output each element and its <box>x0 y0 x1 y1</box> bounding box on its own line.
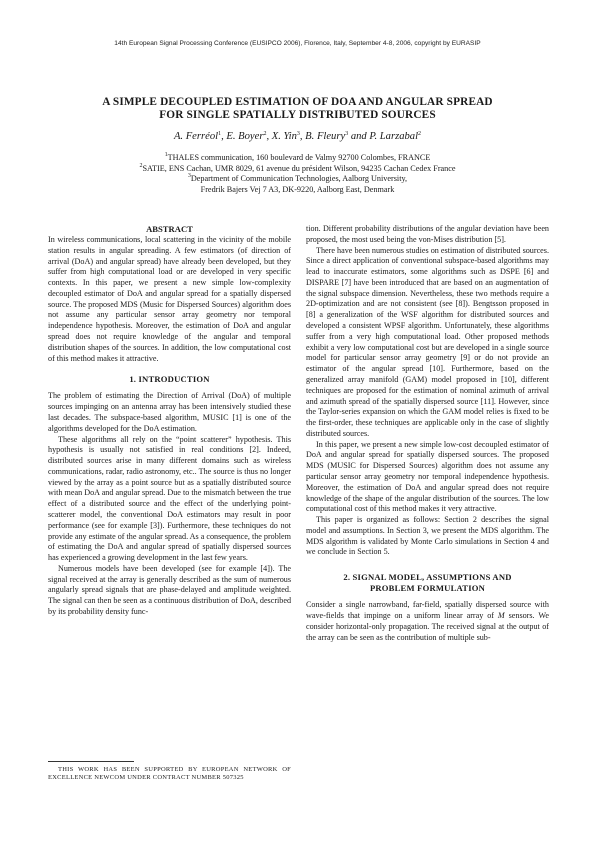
title-line-2: FOR SINGLE SPATIALLY DISTRIBUTED SOURCES <box>159 109 436 121</box>
affiliation-1-text: THALES communication, 160 boulevard de Valmy 92700 Colombes, FRANCE <box>167 153 431 162</box>
author-3-affil: 3 <box>296 131 300 137</box>
section-2-heading <box>306 572 549 594</box>
author-3: X. Yin <box>271 131 297 142</box>
author-4: B. Fleury <box>305 131 346 142</box>
affiliation-3 <box>40 174 555 185</box>
right-column <box>306 224 549 643</box>
intro-paragraph-6: This paper is organized as follows: Section 2 describes the signal model and assumptions. In Section 3, we present the MDS algorithm. The MDS algorithm is validated by Monte Carlo simulations in Section 4 and we conclude in Section 5. <box>306 515 549 557</box>
author-separator: , <box>266 131 272 142</box>
intro-paragraph-4: There have been numerous studies on estimation of distributed sources. Since a direct application of conventional subspace-based algorithms may lead to inaccurate estimators, some algorithms such as DSPE [6] and DISPARE [7] have been introduced that are based on an augmentation of the signal subspace dimension. Nevertheless, these two methods require a 2D-optimization and are not consistent (see [8]). Bengtsson proposed in [8] a generalization of the WSF algorithm for distributed sources and developed a consistent WPSF algorithm. Unfortunately, these algorithms suffer from a very high computational load. Other proposed methods exhibit a very low computational cost but are developed in a single source model for particular sensor array geometry [9] or do not provide an estimator of the angular spread [10]. Furthermore, based on the generalized array manifold (GAM) model proposed in [10], different techniques are proposed for the estimation of nominal azimuth of arrival and azimuth spread of the spatially dispersed source [11]. However, since the Taylor-series expansion on which the GAM model relies is fixed to be the first-order, these techniques are applicable only in the case of slightly distributed sources. <box>306 245 549 438</box>
intro-paragraph-1: The problem of estimating the Direction of Arrival (DoA) of multiple sources impinging on an antenna array has been intensively studied these last decades. The subspace-based algorithm, MUSIC [1] is one of the algorithms developed for the DoA estimation. <box>48 391 291 433</box>
paper-title <box>40 96 555 122</box>
author-4-affil: 3 <box>345 131 349 137</box>
affiliations <box>40 153 555 195</box>
author-conjunction: and <box>348 131 370 142</box>
author-1-affil: 1 <box>218 131 222 137</box>
author-5-affil: 2 <box>418 131 422 137</box>
section-2-paragraph-1 <box>306 600 549 643</box>
affiliation-2-mark: 2 <box>139 162 143 169</box>
section-2-text-a: Consider a single narrowband, far-field, spatially dispersed source with wave-fields that impinge on a uniform linear array of <box>306 600 549 620</box>
left-column <box>48 224 291 618</box>
running-head: 14th European Signal Processing Conference (EUSIPCO 2006), Florence, Italy, September 4-8, 2006, copyright by EURASIP <box>114 40 481 47</box>
abstract-heading: ABSTRACT <box>146 224 193 234</box>
affiliation-2-text: SATIE, ENS Cachan, UMR 8029, 61 avenue du président Wilson, 94235 Cachan Cedex France <box>142 163 456 173</box>
section-2-heading-line-1: 2. SIGNAL MODEL, ASSUMPTIONS AND <box>343 572 512 583</box>
section-2-heading-line-2: PROBLEM FORMULATION <box>369 583 486 594</box>
author-2-affil: 2 <box>263 131 267 137</box>
introduction-heading: 1. INTRODUCTION <box>129 374 210 385</box>
affiliation-1-mark: 1 <box>164 152 168 158</box>
title-line-1: A SIMPLE DECOUPLED ESTIMATION OF DOA AND ANGULAR SPREAD <box>102 96 493 108</box>
intro-paragraph-2: These algorithms all rely on the “point scatterer” hypothesis. This hypothesis is usually not satisfied in real conditions [2]. Indeed, distributed sources arise in many different domains such as wireless communications, radar, radio astronomy, etc.. The source is thus no longer viewed by the array as a point source but as a spatially distributed source with mean DoA and angular spread. Due to the mismatch between the true effect of a distributed source and the effect of the underlying point-scatterer model, the conventional DoA estimators may result in poor performance (see for example [3]). Furthermore, these techniques do not provide any estimate of the angular spread. As a consequence, the problem of estimating the DoA and angular spread of spatially dispersed sources has experienced a growing development in the last few years. <box>48 434 291 563</box>
intro-paragraph-5: In this paper, we present a new simple low-cost decoupled estimator of DoA and angular spread for spatially dispersed sources. The proposed MDS (MUSIC for Dispersed Sources) algorithm does not assume any particular sensor array geometry nor temporal independence hypothesis. Moreover, the estimation of DoA and angular spread does not require knowledge of the shape of the angular distribution of the sources. The low computational cost of this method makes it very attractive. <box>306 439 549 514</box>
symbol-m: M <box>497 611 505 620</box>
affiliation-3-address: Fredrik Bajers Vej 7 A3, DK-9220, Aalborg East, Denmark <box>200 184 395 194</box>
affiliation-2 <box>40 164 555 175</box>
intro-paragraph-3-continued: tion. Different probability distributions of the angular deviation have been proposed, the most used being the von-Mises distribution [5]. <box>306 224 549 244</box>
affiliation-3-mark: 3 <box>187 173 191 179</box>
author-2: E. Boyer <box>226 131 264 142</box>
funding-footnote <box>48 766 291 782</box>
abstract-text: In wireless communications, local scattering in the vicinity of the mobile station results in angular spreading. A few estimators (of direction of arrival (DoA) and angular spread) have already been developed, but they suffer from high computational load or are developed in very specific contexts. In this paper, we present a new simple low-complexity decoupled estimator of DoA and angular spread for a spatially dispersed source. The proposed MDS (Music for Dispersed Sources) algorithm does not assume any particular sensor array geometry nor temporal independence hypothesis. Moreover, the estimation of DoA and angular spread does not require knowledge of the angular and temporal distribution shapes of the sources. In addition, the low computational cost of this method makes it attractive. <box>48 235 291 363</box>
author-1: A. Ferréol <box>173 131 219 142</box>
author-separator: , <box>221 131 227 142</box>
affiliation-1 <box>40 153 555 164</box>
author-5: P. Larzabal <box>369 131 419 142</box>
section-2-text-b: sensors. We consider horizontal-only propagation. The received signal at the output of the array can be seen as the contribution of multiple sub- <box>306 611 549 642</box>
footnote-text: THIS WORK HAS BEEN SUPPORTED BY EUROPEAN NETWORK OF EXCELLENCE NEWCOM UNDER CONTRACT NUMBER 507325 <box>48 766 291 782</box>
author-separator: , <box>299 131 306 142</box>
footnote-rule <box>48 761 134 762</box>
affiliation-3-text: Department of Communication Technologies, Aalborg University, <box>190 174 408 183</box>
intro-paragraph-3: Numerous models have been developed (see for example [4]). The signal received at the array is generally described as the sum of numerous angularly spread signals that are phase-delayed and amplitude weighted. The signal can then be seen as a continuous distribution of DoA, described by its probability density func- <box>48 563 292 616</box>
author-list <box>40 131 555 142</box>
